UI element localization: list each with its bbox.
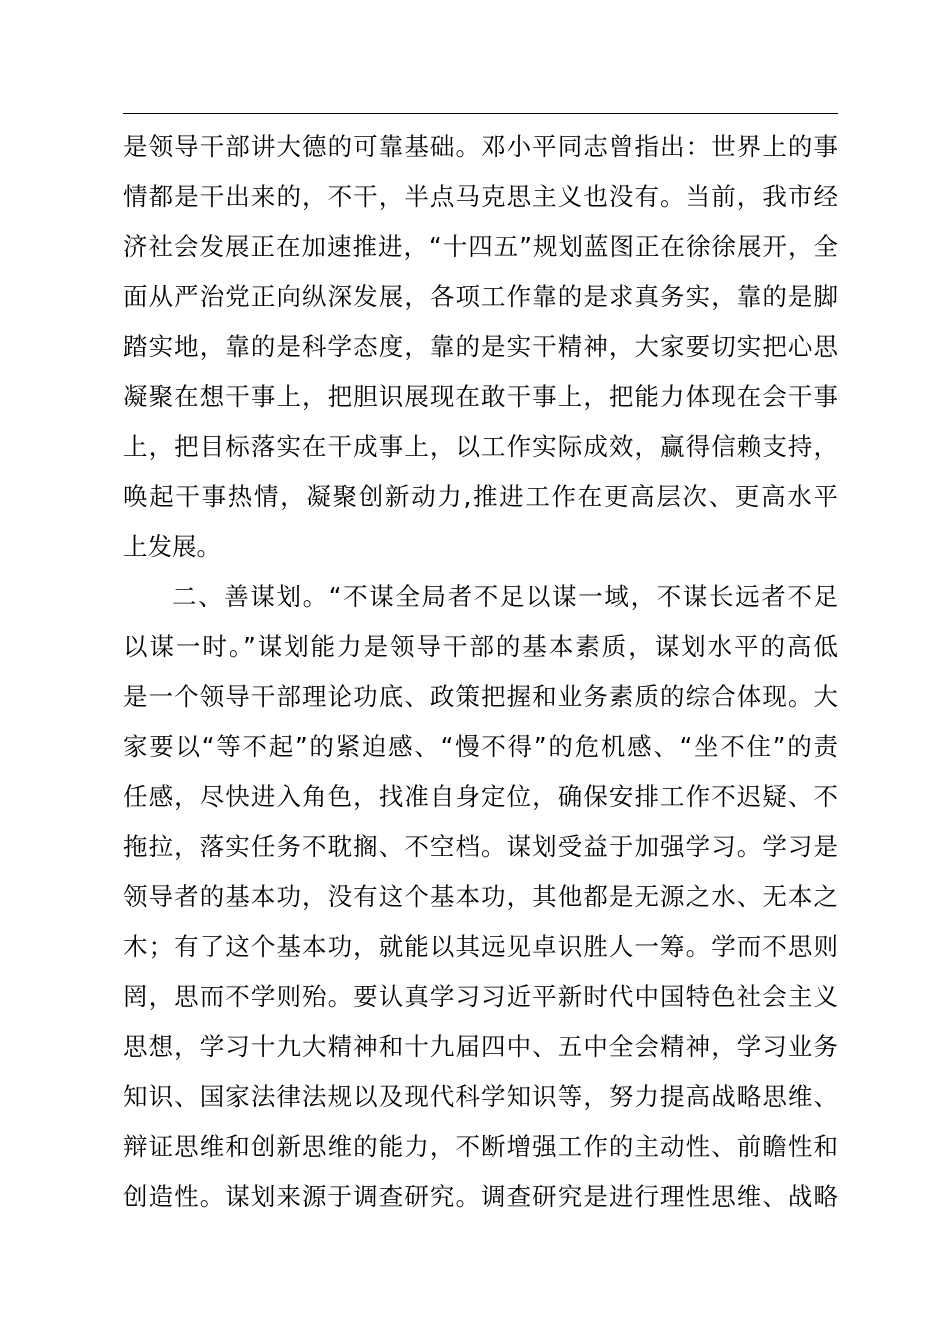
text-line: 是一个领导干部理论功底、政策把握和业务素质的综合体现。大: [123, 682, 838, 711]
text-line: 踏实地，靠的是科学态度，靠的是实干精神，大家要切实把心思: [123, 332, 838, 361]
text-line: 是领导干部讲大德的可靠基础。邓小平同志曾指出：世界上的事: [123, 132, 838, 161]
text-line: 面从严治党正向纵深发展，各项工作靠的是求真务实，靠的是脚: [123, 282, 838, 311]
paragraph-end-line: 上发展。: [123, 532, 221, 561]
text-line: 罔，思而不学则殆。要认真学习习近平新时代中国特色社会主义: [123, 982, 838, 1011]
text-line: 领导者的基本功，没有这个基本功，其他都是无源之水、无本之: [123, 882, 838, 911]
text-line: 以谋一时。”谋划能力是领导干部的基本素质，谋划水平的高低: [123, 632, 838, 661]
text-line: 上，把目标落实在干成事上，以工作实际成效，赢得信赖支持，: [123, 432, 838, 461]
header-divider: [123, 113, 838, 114]
text-line: 辩证思维和创新思维的能力，不断增强工作的主动性、前瞻性和: [123, 1132, 838, 1161]
text-line: 思想，学习十九大精神和十九届四中、五中全会精神，学习业务: [123, 1032, 838, 1061]
text-line: 家要以“等不起”的紧迫感、“慢不得”的危机感、“坐不住”的责: [123, 732, 838, 761]
text-line: 知识、国家法律法规以及现代科学知识等，努力提高战略思维、: [123, 1082, 838, 1111]
text-line: 木；有了这个基本功，就能以其远见卓识胜人一筹。学而不思则: [123, 932, 838, 961]
paragraph-start-line: 二、善谋划。“不谋全局者不足以谋一域，不谋长远者不足: [172, 582, 838, 611]
text-line: 情都是干出来的，不干，半点马克思主义也没有。当前，我市经: [123, 182, 838, 211]
body-text: [123, 122, 838, 1222]
text-line: 创造性。谋划来源于调查研究。调查研究是进行理性思维、战略: [123, 1182, 838, 1211]
text-line: 唤起干事热情，凝聚创新动力,推进工作在更高层次、更高水平: [123, 482, 838, 511]
text-line: 任感，尽快进入角色，找准自身定位，确保安排工作不迟疑、不: [123, 782, 838, 811]
text-line: 济社会发展正在加速推进，“十四五”规划蓝图正在徐徐展开，全: [123, 232, 838, 261]
text-line: 拖拉，落实任务不耽搁、不空档。谋划受益于加强学习。学习是: [123, 832, 838, 861]
text-line: 凝聚在想干事上，把胆识展现在敢干事上，把能力体现在会干事: [123, 382, 838, 411]
